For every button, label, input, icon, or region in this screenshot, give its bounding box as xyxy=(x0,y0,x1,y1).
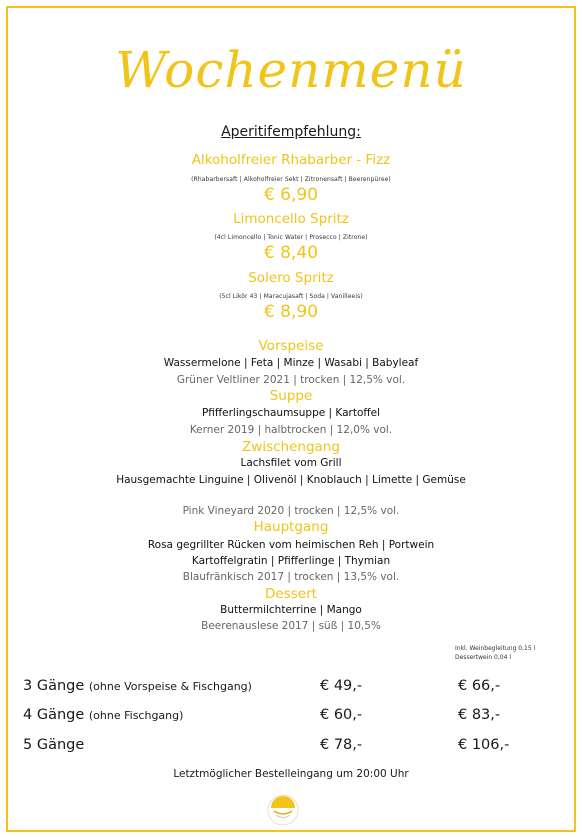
price-row-label xyxy=(23,707,183,723)
drink-price: € 8,90 xyxy=(263,302,319,322)
wine-pairing: Beerenauslese 2017 | süß | 10,5% xyxy=(201,620,381,632)
drink-price: € 6,90 xyxy=(263,185,319,205)
drink-name: Limoncello Spritz xyxy=(233,211,349,227)
wine-pairing-note xyxy=(455,644,570,662)
aperitif-heading: Aperitifempfehlung: xyxy=(221,124,361,140)
price: € 78,- xyxy=(320,737,363,753)
wine-pairing: Grüner Veltliner 2021 | trocken | 12,5% vol. xyxy=(176,374,406,386)
course-count: 3 Gänge xyxy=(23,678,85,694)
page-title: Wochenmenü xyxy=(115,41,467,99)
course-vorspeise: Vorspeise xyxy=(258,338,324,354)
sun-logo-icon xyxy=(266,793,300,827)
drink-name: Alkoholfreier Rhabarber - Fizz xyxy=(191,152,391,168)
drink-ingredients: (5cl Likör 43 | Maracujasaft | Soda | Vanilleeis) xyxy=(219,293,363,300)
price: € 49,- xyxy=(320,678,363,694)
wine-pairing: Pink Vineyard 2020 | trocken | 12,5% vol. xyxy=(182,505,400,517)
drink-price: € 8,40 xyxy=(263,243,319,263)
course-suppe: Suppe xyxy=(269,388,313,404)
dish-line: Kartoffelgratin | Pfifferlinge | Thymian xyxy=(191,555,391,567)
course-count-note: (ohne Vorspeise & Fischgang) xyxy=(88,680,252,693)
wine-note-line: Inkl. Weinbegleitung 0,15 l xyxy=(455,645,536,652)
course-zwischengang: Zwischengang xyxy=(242,439,340,455)
drink-ingredients: (4cl Limoncello | Tonic Water | Prosecco | Zitrone) xyxy=(214,234,368,241)
dish-line: Buttermilchterrine | Mango xyxy=(220,604,362,616)
drink-ingredients: (Rhabarbersaft | Alkoholfreier Sekt | Zitronensaft | Beerenpüree) xyxy=(191,176,391,183)
last-order-notice: Letztmöglicher Bestelleingang um 20:00 Uhr xyxy=(173,768,409,780)
price-with-wine: € 106,- xyxy=(458,737,510,753)
course-count: 4 Gänge xyxy=(23,707,85,723)
dish-line: Wassermelone | Feta | Minze | Wasabi | Babyleaf xyxy=(163,357,419,369)
drink-name: Solero Spritz xyxy=(248,270,334,286)
price-with-wine: € 66,- xyxy=(458,678,501,694)
price-row xyxy=(0,737,582,759)
course-count-note: (ohne Fischgang) xyxy=(88,709,184,722)
price: € 60,- xyxy=(320,707,363,723)
price-row xyxy=(0,707,582,729)
dish-line: Rosa gegrillter Rücken vom heimischen Reh | Portwein xyxy=(147,539,435,551)
price-row xyxy=(0,678,582,700)
wine-pairing: Kerner 2019 | halbtrocken | 12,0% vol. xyxy=(189,424,393,436)
course-dessert: Dessert xyxy=(265,586,317,602)
dish-line: Pfifferlingschaumsuppe | Kartoffel xyxy=(201,407,381,419)
wine-pairing: Blaufränkisch 2017 | trocken | 13,5% vol. xyxy=(182,571,400,583)
course-count: 5 Gänge xyxy=(23,737,85,753)
course-hauptgang: Hauptgang xyxy=(253,519,329,535)
dish-line: Hausgemachte Linguine | Olivenöl | Knoblauch | Limette | Gemüse xyxy=(116,474,466,486)
price-with-wine: € 83,- xyxy=(458,707,501,723)
price-row-label xyxy=(23,678,252,694)
dish-line: Lachsfilet vom Grill xyxy=(240,457,342,469)
wine-note-line: Dessertwein 0,04 l xyxy=(455,654,511,661)
